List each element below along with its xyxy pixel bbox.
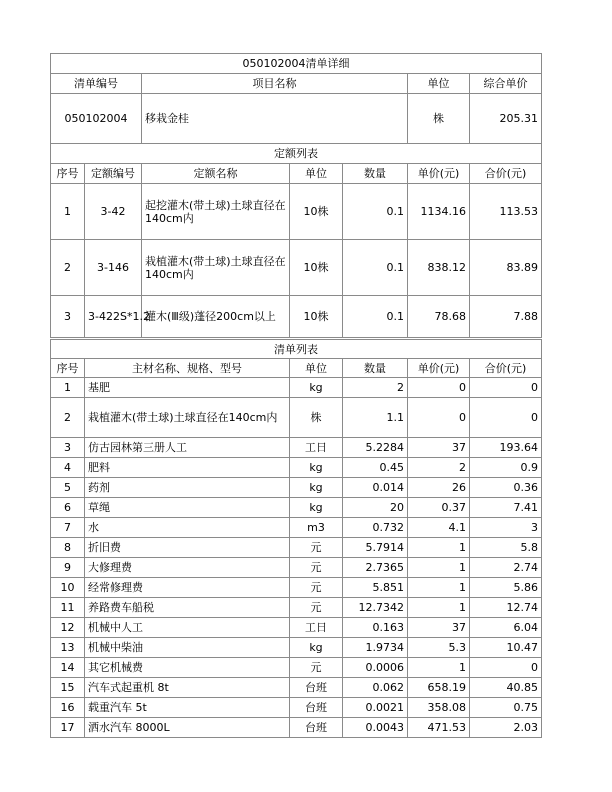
- materials-row-total: 40.85: [470, 678, 542, 698]
- materials-row-name: 机械中柴油: [85, 638, 290, 658]
- materials-row-price: 1: [408, 598, 470, 618]
- materials-row-name: 基肥: [85, 378, 290, 398]
- quota-rows: [51, 184, 542, 338]
- materials-row-qty: 0.163: [343, 618, 408, 638]
- quota-row-price: 78.68: [408, 296, 470, 338]
- materials-row-qty: 12.7342: [343, 598, 408, 618]
- materials-row-price: 37: [408, 438, 470, 458]
- materials-row-name: 草绳: [85, 498, 290, 518]
- materials-row: [51, 398, 542, 438]
- materials-row-no: 2: [51, 398, 85, 438]
- materials-row-total: 2.74: [470, 558, 542, 578]
- materials-col-qty: 数量: [343, 359, 408, 378]
- materials-row: [51, 658, 542, 678]
- materials-row-price: 37: [408, 618, 470, 638]
- col-header-unit: 单位: [408, 74, 470, 94]
- col-header-code: 清单编号: [51, 74, 142, 94]
- materials-row-qty: 0.0043: [343, 718, 408, 738]
- quota-row-code: 3-42: [85, 184, 142, 240]
- quota-header-row: [51, 164, 542, 184]
- materials-row-unit: 元: [290, 598, 343, 618]
- item-unit: 株: [408, 94, 470, 144]
- materials-row-no: 14: [51, 658, 85, 678]
- materials-row-qty: 0.732: [343, 518, 408, 538]
- materials-row-no: 7: [51, 518, 85, 538]
- materials-row-unit: 工日: [290, 618, 343, 638]
- materials-row-total: 5.8: [470, 538, 542, 558]
- materials-row-qty: 2: [343, 378, 408, 398]
- materials-row-unit: kg: [290, 498, 343, 518]
- materials-row-no: 3: [51, 438, 85, 458]
- quota-col-name: 定额名称: [142, 164, 290, 184]
- materials-row: [51, 678, 542, 698]
- quota-row-price: 838.12: [408, 240, 470, 296]
- materials-row-name: 仿古园林第三册人工: [85, 438, 290, 458]
- materials-header-row: [51, 359, 542, 378]
- materials-row-qty: 0.062: [343, 678, 408, 698]
- materials-row: [51, 618, 542, 638]
- col-header-price: 综合单价: [470, 74, 542, 94]
- page-title: 050102004清单详细: [51, 54, 542, 74]
- quota-row-qty: 0.1: [343, 240, 408, 296]
- materials-row-unit: kg: [290, 378, 343, 398]
- materials-table: [50, 339, 542, 738]
- quota-row: [51, 240, 542, 296]
- materials-row-qty: 2.7365: [343, 558, 408, 578]
- materials-row-name: 栽植灌木(带土球)土球直径在140cm内: [85, 398, 290, 438]
- materials-row-total: 0.75: [470, 698, 542, 718]
- materials-row-name: 折旧费: [85, 538, 290, 558]
- quota-row-code: 3-146: [85, 240, 142, 296]
- materials-row-unit: 株: [290, 398, 343, 438]
- materials-row-name: 汽车式起重机 8t: [85, 678, 290, 698]
- materials-row: [51, 458, 542, 478]
- materials-row-no: 17: [51, 718, 85, 738]
- materials-row-total: 7.41: [470, 498, 542, 518]
- quota-row-code: 3-422S*1.2: [85, 296, 142, 338]
- materials-row-qty: 5.7914: [343, 538, 408, 558]
- materials-row-name: 肥料: [85, 458, 290, 478]
- materials-row-price: 658.19: [408, 678, 470, 698]
- materials-row-unit: 台班: [290, 678, 343, 698]
- materials-row: [51, 438, 542, 458]
- quota-col-no: 序号: [51, 164, 85, 184]
- quota-row-name: 起挖灌木(带土球)土球直径在140cm内: [142, 184, 290, 240]
- materials-row-name: 其它机械费: [85, 658, 290, 678]
- materials-rows: [51, 378, 542, 738]
- quota-row-qty: 0.1: [343, 184, 408, 240]
- quota-row-qty: 0.1: [343, 296, 408, 338]
- materials-row-qty: 0.0021: [343, 698, 408, 718]
- materials-row-qty: 20: [343, 498, 408, 518]
- materials-row-unit: 台班: [290, 718, 343, 738]
- materials-row: [51, 478, 542, 498]
- materials-row-name: 经常修理费: [85, 578, 290, 598]
- materials-row-qty: 0.014: [343, 478, 408, 498]
- quota-row-no: 3: [51, 296, 85, 338]
- materials-row-unit: kg: [290, 638, 343, 658]
- materials-row-unit: m3: [290, 518, 343, 538]
- materials-row-total: 3: [470, 518, 542, 538]
- materials-row-price: 4.1: [408, 518, 470, 538]
- materials-row-no: 10: [51, 578, 85, 598]
- quota-row-no: 1: [51, 184, 85, 240]
- materials-row-unit: 工日: [290, 438, 343, 458]
- materials-row-qty: 0.0006: [343, 658, 408, 678]
- quota-col-qty: 数量: [343, 164, 408, 184]
- materials-row-total: 6.04: [470, 618, 542, 638]
- materials-row-total: 12.74: [470, 598, 542, 618]
- materials-row-unit: kg: [290, 458, 343, 478]
- quota-table: [50, 143, 542, 338]
- materials-row: [51, 518, 542, 538]
- materials-row-total: 0: [470, 398, 542, 438]
- materials-row-no: 5: [51, 478, 85, 498]
- materials-row-unit: 台班: [290, 698, 343, 718]
- materials-col-total: 合价(元): [470, 359, 542, 378]
- materials-row: [51, 498, 542, 518]
- materials-row-qty: 5.851: [343, 578, 408, 598]
- materials-row-no: 15: [51, 678, 85, 698]
- materials-col-no: 序号: [51, 359, 85, 378]
- materials-row-unit: kg: [290, 478, 343, 498]
- materials-row-name: 机械中人工: [85, 618, 290, 638]
- materials-row-no: 9: [51, 558, 85, 578]
- materials-row: [51, 378, 542, 398]
- materials-row-total: 10.47: [470, 638, 542, 658]
- quota-row-unit: 10株: [290, 184, 343, 240]
- materials-row-unit: 元: [290, 658, 343, 678]
- materials-row-qty: 0.45: [343, 458, 408, 478]
- materials-row-price: 1: [408, 538, 470, 558]
- quota-col-unit: 单位: [290, 164, 343, 184]
- materials-row: [51, 698, 542, 718]
- item-price: 205.31: [470, 94, 542, 144]
- materials-row-name: 载重汽车 5t: [85, 698, 290, 718]
- materials-row-no: 6: [51, 498, 85, 518]
- materials-row-no: 1: [51, 378, 85, 398]
- quota-row-unit: 10株: [290, 296, 343, 338]
- quota-row-total: 7.88: [470, 296, 542, 338]
- materials-row-total: 5.86: [470, 578, 542, 598]
- quota-col-code: 定额编号: [85, 164, 142, 184]
- materials-row-qty: 1.9734: [343, 638, 408, 658]
- materials-row-no: 8: [51, 538, 85, 558]
- materials-row-no: 12: [51, 618, 85, 638]
- materials-row-name: 洒水汽车 8000L: [85, 718, 290, 738]
- quota-col-price: 单价(元): [408, 164, 470, 184]
- materials-row: [51, 558, 542, 578]
- materials-row-qty: 5.2284: [343, 438, 408, 458]
- quota-row-no: 2: [51, 240, 85, 296]
- materials-row-total: 0.36: [470, 478, 542, 498]
- materials-row-no: 11: [51, 598, 85, 618]
- materials-row-unit: 元: [290, 578, 343, 598]
- item-code: 050102004: [51, 94, 142, 144]
- materials-row: [51, 578, 542, 598]
- materials-row: [51, 638, 542, 658]
- quota-row-name: 灌木(Ⅲ级)蓬径200cm以上: [142, 296, 290, 338]
- materials-section-title: 清单列表: [51, 340, 542, 359]
- materials-row-no: 13: [51, 638, 85, 658]
- quota-row-total: 83.89: [470, 240, 542, 296]
- quota-col-total: 合价(元): [470, 164, 542, 184]
- materials-row: [51, 718, 542, 738]
- materials-row-price: 0: [408, 398, 470, 438]
- materials-row-price: 1: [408, 578, 470, 598]
- materials-row-total: 0: [470, 658, 542, 678]
- bill-header-table: [50, 53, 542, 144]
- materials-row-price: 0: [408, 378, 470, 398]
- materials-row-price: 1: [408, 558, 470, 578]
- materials-row-unit: 元: [290, 558, 343, 578]
- materials-row-price: 0.37: [408, 498, 470, 518]
- materials-col-unit: 单位: [290, 359, 343, 378]
- quota-row-price: 1134.16: [408, 184, 470, 240]
- quota-row-total: 113.53: [470, 184, 542, 240]
- col-header-name: 项目名称: [142, 74, 408, 94]
- materials-row-price: 471.53: [408, 718, 470, 738]
- materials-row-price: 358.08: [408, 698, 470, 718]
- quota-section-title: 定额列表: [51, 144, 542, 164]
- materials-row-no: 16: [51, 698, 85, 718]
- materials-row: [51, 598, 542, 618]
- quota-row-name: 栽植灌木(带土球)土球直径在140cm内: [142, 240, 290, 296]
- materials-row-name: 大修理费: [85, 558, 290, 578]
- materials-row-total: 2.03: [470, 718, 542, 738]
- materials-row-price: 26: [408, 478, 470, 498]
- materials-row-unit: 元: [290, 538, 343, 558]
- materials-row: [51, 538, 542, 558]
- materials-row-price: 1: [408, 658, 470, 678]
- materials-row-price: 5.3: [408, 638, 470, 658]
- materials-col-name: 主材名称、规格、型号: [85, 359, 290, 378]
- item-name: 移栽金桂: [142, 94, 408, 144]
- materials-row-total: 0: [470, 378, 542, 398]
- quota-row-unit: 10株: [290, 240, 343, 296]
- materials-row-no: 4: [51, 458, 85, 478]
- materials-row-price: 2: [408, 458, 470, 478]
- materials-row-total: 193.64: [470, 438, 542, 458]
- materials-row-name: 药剂: [85, 478, 290, 498]
- quota-row: [51, 296, 542, 338]
- materials-row-name: 养路费车船税: [85, 598, 290, 618]
- materials-row-qty: 1.1: [343, 398, 408, 438]
- materials-row-total: 0.9: [470, 458, 542, 478]
- materials-col-price: 单价(元): [408, 359, 470, 378]
- materials-row-name: 水: [85, 518, 290, 538]
- quota-row: [51, 184, 542, 240]
